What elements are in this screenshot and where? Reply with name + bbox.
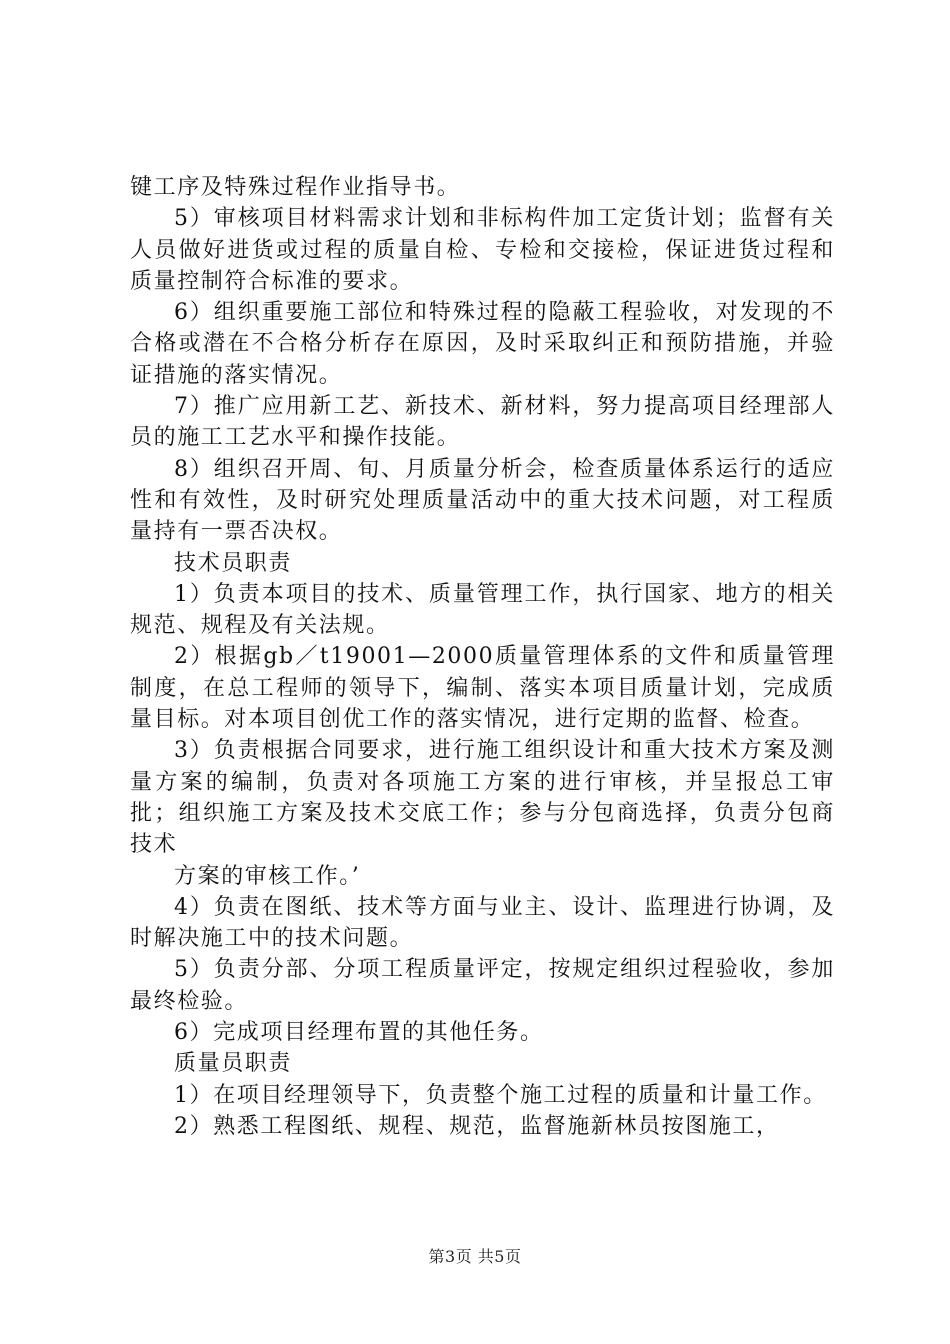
paragraph: 3）负责根据合同要求，进行施工组织设计和重大技术方案及测量方案的编制，负责对各项施工方案的进行审核，并呈报总工审批；组织施工方案及技术交底工作；参与分包商选择，负责分包商技术 bbox=[130, 738, 835, 858]
paragraph: 7）推广应用新工艺、新技术、新材料，努力提高项目经理部人员的施工工艺水平和操作技能。 bbox=[130, 394, 835, 451]
paragraph: 2）熟悉工程图纸、规程、规范，监督施新林员按图施工， bbox=[174, 1113, 780, 1139]
page-number-footer: 第3页 共5页 bbox=[428, 1247, 522, 1266]
section-heading-technician: 技术员职责 bbox=[174, 550, 293, 576]
section-heading-quality-inspector: 质量员职责 bbox=[174, 1051, 293, 1077]
paragraph: 键工序及特殊过程作业指导书。 bbox=[130, 175, 461, 200]
document-body bbox=[130, 172, 835, 1142]
paragraph: 1）在项目经理领导下，负责整个施工过程的质量和计量工作。 bbox=[174, 1082, 827, 1108]
paragraph: 4）负责在图纸、技术等方面与业主、设计、监理进行协调，及时解决施工中的技术问题。 bbox=[130, 894, 835, 952]
paragraph: 5）负责分部、分项工程质量评定，按规定组织过程验收，参加最终检验。 bbox=[130, 957, 835, 1014]
paragraph: 2）根据gb／t19001—2000质量管理体系的文件和质量管理制度，在总工程师的领导下，编制、落实本项目质量计划，完成质量目标。对本项目创优工作的落实情况，进行定期的监督、检查。 bbox=[130, 644, 835, 733]
paragraph: 5）审核项目材料需求计划和非标构件加工定货计划；监督有关人员做好进货或过程的质量自检、专检和交接检，保证进货过程和质量控制符合标准的要求。 bbox=[130, 206, 835, 294]
paragraph: 方案的审核工作。’ bbox=[174, 863, 361, 889]
paragraph: 6）组织重要施工部位和特殊过程的隐蔽工程验收，对发现的不合格或潜在不合格分析存在原因，及时采取纠正和预防措施，并验证措施的落实情况。 bbox=[130, 300, 835, 388]
paragraph: 8）组织召开周、旬、月质量分析会，检查质量体系运行的适应性和有效性，及时研究处理质量活动中的重大技术问题，对工程质量持有一票否决权。 bbox=[130, 456, 835, 545]
paragraph: 1）负责本项目的技术、质量管理工作，执行国家、地方的相关规范、规程及有关法规。 bbox=[130, 581, 835, 639]
paragraph: 6）完成项目经理布置的其他任务。 bbox=[174, 1020, 544, 1046]
